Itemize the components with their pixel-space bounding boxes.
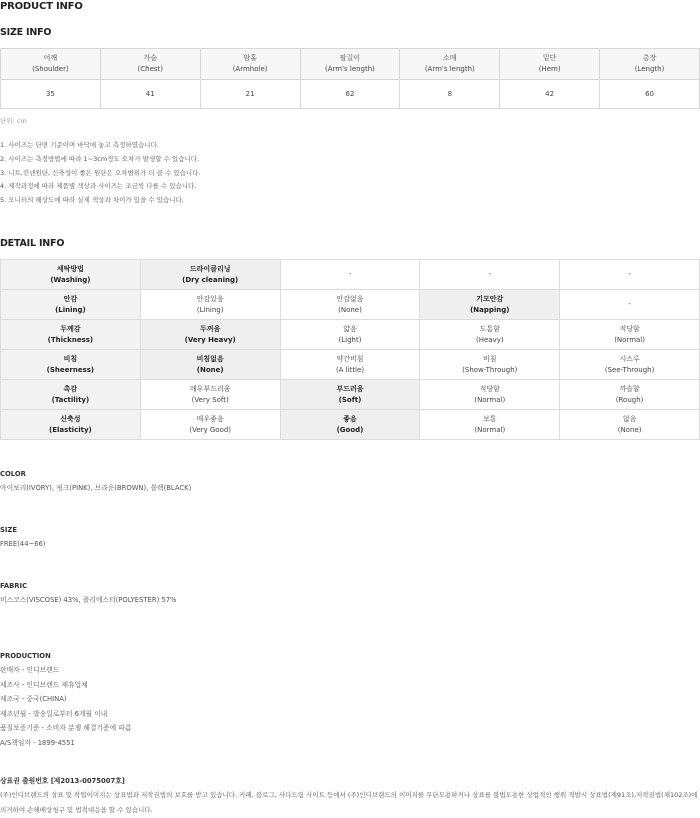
detail-option: - bbox=[560, 260, 700, 290]
product-info-heading: PRODUCT INFO bbox=[0, 1, 83, 12]
size-note: 2. 사이즈는 측정방법에 따라 1~3cm정도 오차가 발생할 수 있습니다. bbox=[0, 154, 200, 163]
size-block bbox=[0, 523, 46, 551]
detail-option: 보통 (Normal) bbox=[420, 410, 560, 440]
detail-row-label: 비침 (Sheerness) bbox=[1, 350, 141, 380]
production-line: 판매자 - 인디브랜드 bbox=[0, 666, 60, 674]
size-table-header-row bbox=[1, 49, 700, 80]
size-col-length: 총장 (Length) bbox=[600, 49, 700, 80]
detail-option: 도톰함 (Heavy) bbox=[420, 320, 560, 350]
size-value-shoulder: 35 bbox=[1, 80, 101, 109]
detail-option-selected: 두꺼움 (Very Heavy) bbox=[140, 320, 280, 350]
detail-option-selected: 부드러움 (Soft) bbox=[280, 380, 420, 410]
color-block bbox=[0, 467, 191, 495]
fabric-title: FABRIC bbox=[0, 582, 28, 590]
detail-option-selected: 기모안감 (Napping) bbox=[420, 290, 560, 320]
size-value-arm-length: 62 bbox=[300, 80, 400, 109]
size-col-chest: 가슴 (Chest) bbox=[100, 49, 200, 80]
size-value-armhole: 21 bbox=[200, 80, 300, 109]
detail-option: 안감있음 (Lining) bbox=[140, 290, 280, 320]
detail-row-label: 신축성 (Elasticity) bbox=[1, 410, 141, 440]
size-note: 1. 사이즈는 단면 기준이며 바닥에 놓고 측정하였습니다. bbox=[0, 141, 159, 149]
color-value: 아이보리(IVORY), 핑크(PINK), 브라운(BROWN), 블랙(BLACK) bbox=[0, 484, 192, 492]
size-note: 3. 니트,린넨원단, 신축성이 좋은 원단은 오차범위가 더 클 수 있습니다. bbox=[0, 168, 201, 177]
detail-option: - bbox=[420, 260, 560, 290]
size-value-length: 60 bbox=[600, 80, 700, 109]
detail-option: 없음 (None) bbox=[560, 410, 700, 440]
size-table bbox=[0, 48, 700, 109]
detail-option: 시스루 (See-Through) bbox=[560, 350, 700, 380]
size-table-value-row bbox=[1, 80, 700, 109]
size-col-arm-length: 팔길이 (Arm's length) bbox=[300, 49, 400, 80]
fabric-value: 비스코스(VISCOSE) 43%, 폴리에스터(POLYESTER) 57% bbox=[0, 596, 177, 604]
detail-row-label: 두께감 (Thickness) bbox=[1, 320, 141, 350]
detail-option-selected: 비침없음 (None) bbox=[140, 350, 280, 380]
detail-row bbox=[1, 320, 700, 350]
trademark-body: (주)인디브랜드의 상표 및 작업이미지는 상표법과 저작권법의 보호를 받고 있습니다. 카페, 블로그, 사다드림 사이트 등에서 (주)인디브랜드의 이미지를 무단도용하거나 상표를 불법도용한 상업적인 행위 적발시 상표법(제91조),저작권법(제102조)에 의거하여 손해배상청구 및 법적대응을 할 수 있습니다. bbox=[0, 791, 698, 814]
production-list bbox=[0, 663, 131, 751]
fabric-block bbox=[0, 579, 177, 607]
size-note: 5. 모니터의 해상도에 따라 실제 색상과 차이가 있을 수 있습니다. bbox=[0, 196, 184, 205]
color-title: COLOR bbox=[0, 470, 26, 478]
detail-table bbox=[0, 259, 700, 440]
detail-option: 적당함 (Normal) bbox=[560, 320, 700, 350]
detail-row bbox=[1, 350, 700, 380]
detail-row-label: 안감 (Lining) bbox=[1, 290, 141, 320]
size-value-sleeve: 8 bbox=[400, 80, 500, 109]
size-col-sleeve: 소매 (Arm's length) bbox=[400, 49, 500, 80]
size-value: FREE(44~66) bbox=[0, 540, 46, 548]
size-notes-list bbox=[0, 139, 201, 208]
detail-option: - bbox=[280, 260, 420, 290]
size-col-shoulder: 어깨 (Shoulder) bbox=[1, 49, 101, 80]
trademark-block bbox=[0, 775, 700, 818]
size-note: 4. 제작과정에 따라 제품별 색상과 사이즈는 조금씩 다를 수 있습니다. bbox=[0, 182, 197, 191]
production-block bbox=[0, 649, 131, 751]
size-info-heading: SIZE INFO bbox=[0, 27, 52, 38]
detail-row-label: 촉감 (Tactility) bbox=[1, 380, 141, 410]
production-title: PRODUCTION bbox=[0, 652, 51, 660]
size-title: SIZE bbox=[0, 526, 17, 534]
detail-option: 매우부드러움 (Very Soft) bbox=[140, 380, 280, 410]
detail-info-heading: DETAIL INFO bbox=[0, 238, 65, 249]
detail-option: 얇음 (Light) bbox=[280, 320, 420, 350]
production-line: A/S책임자 - 1899-4551 bbox=[0, 738, 75, 747]
detail-option: 비침 (Show-Through) bbox=[420, 350, 560, 380]
size-col-hem: 밑단 (Hem) bbox=[500, 49, 600, 80]
production-line: 품질보증기준 - 소비자 분쟁 해결기준에 따름 bbox=[0, 724, 132, 733]
detail-row-label: 세탁방법 (Washing) bbox=[1, 260, 141, 290]
trademark-title: 상표권 출원번호 [제2013-0075007호] bbox=[0, 777, 125, 785]
detail-row bbox=[1, 260, 700, 290]
detail-option: 매우좋음 (Very Good) bbox=[140, 410, 280, 440]
detail-option: 안감없음 (None) bbox=[280, 290, 420, 320]
production-line: 제조국 - 중국(CHINA) bbox=[0, 695, 67, 704]
detail-option-selected: 좋음 (Good) bbox=[280, 410, 420, 440]
production-line: 제조사 - 인디브랜드 제휴업체 bbox=[0, 680, 88, 689]
detail-row bbox=[1, 290, 700, 320]
size-value-chest: 41 bbox=[100, 80, 200, 109]
detail-option-selected: 드라이클리닝 (Dry cleaning) bbox=[140, 260, 280, 290]
detail-row bbox=[1, 410, 700, 440]
size-col-armhole: 암홀 (Armhole) bbox=[200, 49, 300, 80]
detail-row bbox=[1, 380, 700, 410]
detail-option: - bbox=[560, 290, 700, 320]
unit-note: 단위: cm bbox=[0, 117, 27, 125]
detail-option: 약간비침 (A little) bbox=[280, 350, 420, 380]
production-line: 제조년월 - 발송일로부터 6개월 이내 bbox=[0, 709, 108, 718]
detail-option: 까슬함 (Rough) bbox=[560, 380, 700, 410]
detail-option: 적당함 (Normal) bbox=[420, 380, 560, 410]
size-value-hem: 42 bbox=[500, 80, 600, 109]
